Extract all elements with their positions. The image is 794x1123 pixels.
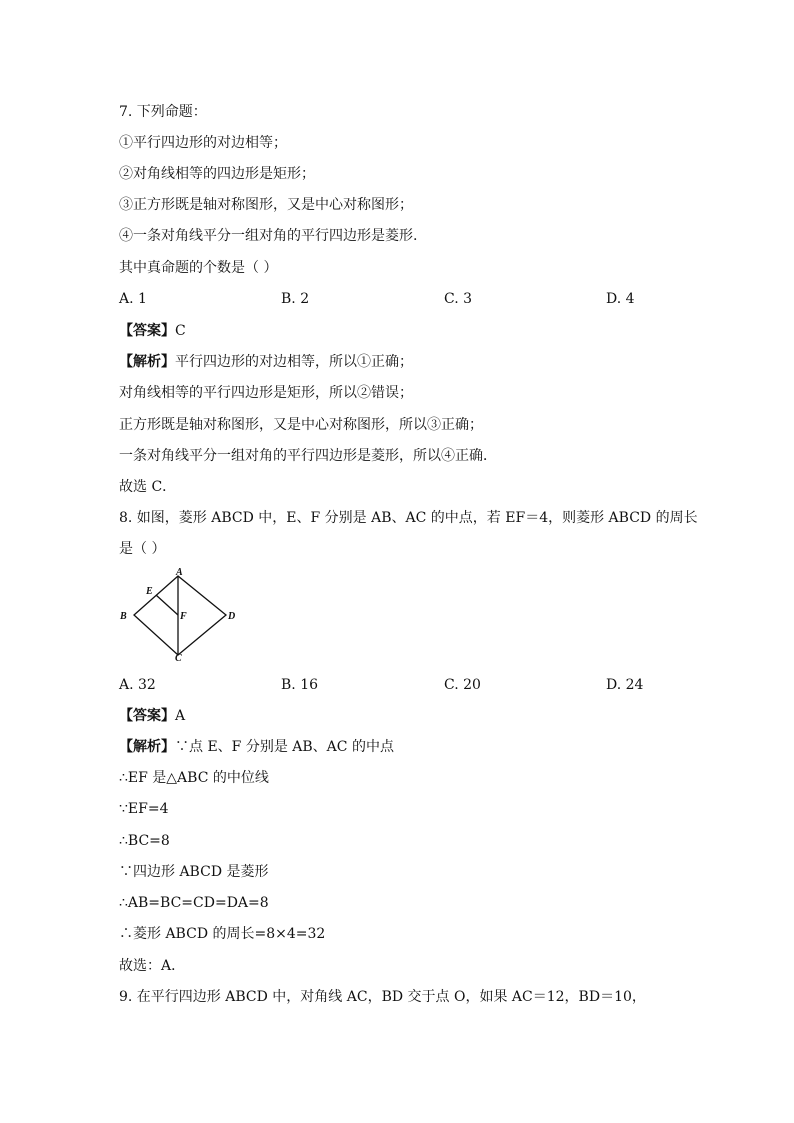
q7-option-d: D. 4 [606,291,635,307]
q7-analysis-5: 故选 C． [119,479,177,495]
q7-option-a: A. 1 [119,291,147,307]
answer-value: C [175,323,186,339]
q7-option-b: B. 2 [281,291,310,307]
q8-analysis-8: 故选：A． [119,958,186,974]
q7-analysis-1 [119,353,413,371]
q7-analysis-3: 正方形既是轴对称图形，又是中心对称图形，所以③正确； [119,417,483,433]
q8-analysis-4: ∴BC=8 [119,833,170,849]
q8-option-c: C. 20 [444,677,481,693]
q7-statement-3: ③正方形既是轴对称图形，又是中心对称图形； [119,197,413,213]
q8-stem-line2: 是（ ） [119,541,166,557]
rhombus-figure [114,563,244,667]
q8-analysis-7: ∴菱形 ABCD 的周长=8×4=32 [119,926,326,942]
label-a: A [176,567,183,578]
q9-stem: 9. 在平行四边形 ABCD 中，对角线 AC，BD 交于点 O，如果 AC＝12，BD＝10， [119,989,646,1005]
q7-answer [119,322,186,340]
q7-statement-1: ①平行四边形的对边相等； [119,135,287,151]
analysis-tag: 【解析】 [119,354,175,370]
q7-analysis-2: 对角线相等的平行四边形是矩形，所以②错误； [119,385,413,401]
q8-analysis-5: ∵四边形 ABCD 是菱形 [119,864,269,880]
q8-option-d: D. 24 [606,677,644,693]
q8-answer [119,707,185,725]
q7-statement-2: ②对角线相等的四边形是矩形； [119,166,315,182]
label-b: B [120,611,127,622]
q8-analysis-6: ∴AB=BC=CD=DA=8 [119,895,269,911]
q7-stem: 7. 下列命题： [119,104,207,120]
q8-option-a: A. 32 [119,677,156,693]
q7-analysis-4: 一条对角线平分一组对角的平行四边形是菱形，所以④正确． [119,448,497,464]
q7-question: 其中真命题的个数是（ ） [119,260,278,276]
q8-analysis-1 [119,738,394,756]
answer-tag: 【答案】 [119,708,175,724]
q7-option-c: C. 3 [444,291,473,307]
answer-value: A [175,708,186,724]
q8-analysis-2: ∴EF 是△ABC 的中位线 [119,770,269,786]
label-c: C [175,653,182,664]
label-f: F [180,611,187,622]
label-e: E [146,586,153,597]
q7-statement-4: ④一条对角线平分一组对角的平行四边形是菱形. [119,228,418,244]
analysis-text: ∵点 E、F 分别是 AB、AC 的中点 [175,739,394,755]
answer-tag: 【答案】 [119,323,175,339]
analysis-tag: 【解析】 [119,739,175,755]
q8-option-b: B. 16 [281,677,319,693]
segment-ef [156,595,178,615]
label-d: D [228,611,236,622]
q8-stem-line1: 8. 如图，菱形 ABCD 中，E、F 分别是 AB、AC 的中点，若 EF＝4，则菱形 ABCD 的周长 [119,510,698,526]
analysis-text: 平行四边形的对边相等，所以①正确； [175,354,413,370]
q8-analysis-3: ∵EF=4 [119,801,169,817]
